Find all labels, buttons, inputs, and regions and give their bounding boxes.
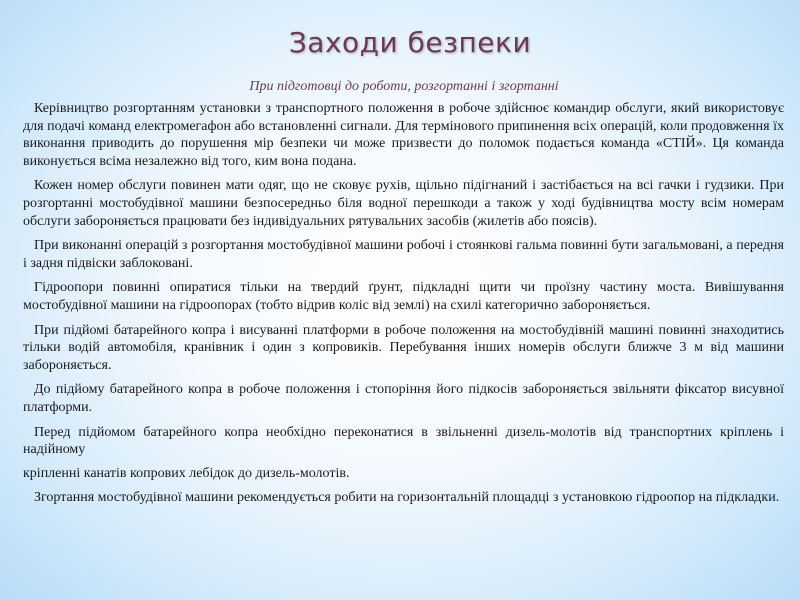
paragraph-transport-fastenings: Перед підйомом батарейного копра необхідно переконатися в звільненні дизель-молотів від транспортних кріплень і надійному	[23, 424, 784, 458]
paragraph-hydraulic-supports: Гідроопори повинні опиратися тільки на твердий ґрунт, підкладні щити чи проїзну частину моста. Вивішування мостобудівної машини на гідроопорах (тобто відрив коліс від землі) на схилі категорично забороняється.	[23, 280, 784, 313]
slide-subtitle: При підготовці до роботи, розгортанні і згортанні	[249, 79, 559, 94]
paragraph-brakes: При виконанні операцій з розгортання мостобудівної машини робочі і стоянкові гальма повинні бути загальмовані, а передня і задня підвіски заблоковані.	[23, 238, 784, 271]
paragraph-folding: Згортання мостобудівної машини рекомендується робити на горизонтальній площадці з установкою гідроопор на підкладки.	[34, 490, 780, 506]
slide-body	[23, 100, 784, 514]
paragraph-clothing: Кожен номер обслуги повинен мати одяг, що не сковує рухів, щільно підігнаний і застібається на всі гачки і гудзики. При розгортанні мостобудівної машини безпосередньо біля водної перешкоди а також у ході будівництва мосту всім номерам обслуги забороняється працювати без індивідуальних рятувальних засобів (жилетів або поясів).	[23, 178, 784, 229]
slide-title: Заходи безпеки	[288, 26, 532, 59]
paragraph-command: Керівництво розгортанням установки з транспортного положення в робоче здійснює командир обслуги, який використовує для подачі команд електромегафон або встановленні сигнали. Для термінового припинення всіх операцій, коли продовження їх виконання приводить до порушення мір безпеки чи може призвести до поломок подається команда «СТІЙ». Ця команда виконується всіма незалежно від того, ким вона подана.	[23, 101, 784, 169]
paragraph-pile-driver-lift: При підйомі батарейного копра і висуванні платформи в робоче положення на мостобудівній машині повинні знаходитись тільки водій автомобіля, кранівник і один з копровиків. Перебування інших номерів обслуги ближче 3 м від машини забороняється.	[23, 322, 784, 373]
paragraph-rope-fastening: кріпленні канатів копрових лебідок до дизель-молотів.	[23, 465, 350, 481]
paragraph-platform-lock: До підйому батарейного копра в робоче положення і стопоріння його підкосів забороняється звільняти фіксатор висувної платформи.	[23, 382, 784, 415]
